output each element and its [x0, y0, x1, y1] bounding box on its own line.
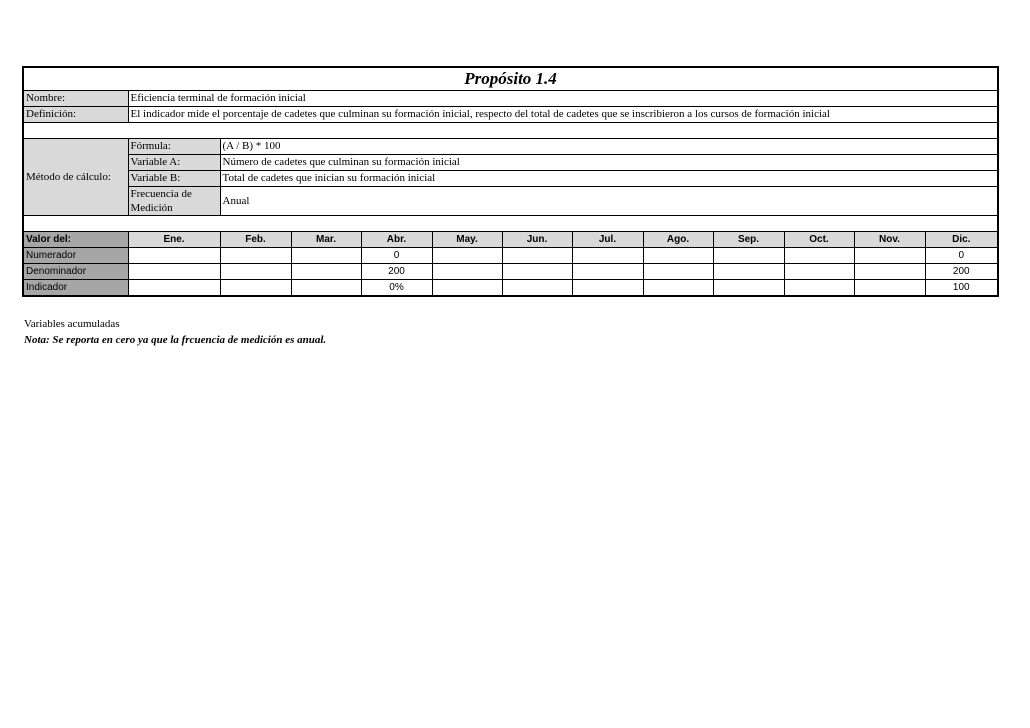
value-cell — [502, 264, 572, 280]
indicator-sheet — [22, 66, 997, 297]
variable-b-label: Variable B: — [128, 171, 220, 187]
value-cell — [854, 248, 925, 264]
variable-b-value: Total de cadetes que inician su formación inicial — [220, 171, 998, 187]
definicion-label: Definición: — [23, 107, 128, 123]
formula-label: Fórmula: — [128, 139, 220, 155]
value-cell: 0 — [925, 248, 998, 264]
value-cell — [128, 280, 220, 297]
value-cell — [502, 280, 572, 297]
definicion-value: El indicador mide el porcentaje de cadetes que culminan su formación inicial, respecto del total de cadetes que se inscribieron a los cursos de formación inicial — [128, 107, 998, 123]
value-cell: 200 — [925, 264, 998, 280]
value-cell: 0 — [361, 248, 432, 264]
month-header: May. — [432, 232, 502, 248]
month-header: Dic. — [925, 232, 998, 248]
value-cell — [502, 248, 572, 264]
value-cell — [432, 280, 502, 297]
value-cell — [784, 248, 854, 264]
metodo-label: Método de cálculo: — [23, 139, 128, 216]
month-header: Jun. — [502, 232, 572, 248]
value-cell — [220, 264, 291, 280]
value-cell — [643, 264, 713, 280]
formula-value: (A / B) * 100 — [220, 139, 998, 155]
month-header: Feb. — [220, 232, 291, 248]
month-header: Oct. — [784, 232, 854, 248]
value-cell — [291, 280, 361, 297]
table-row — [23, 280, 998, 297]
row-label-numerador: Numerador — [23, 248, 128, 264]
month-header: Jul. — [572, 232, 643, 248]
valor-header-label: Valor del: — [23, 232, 128, 248]
nombre-value: Eficiencia terminal de formación inicial — [128, 91, 998, 107]
value-cell — [572, 264, 643, 280]
month-header: Ene. — [128, 232, 220, 248]
month-header: Ago. — [643, 232, 713, 248]
value-cell — [128, 248, 220, 264]
spacer-row — [23, 123, 998, 139]
value-cell — [713, 280, 784, 297]
row-label-denominador: Denominador — [23, 264, 128, 280]
month-header: Nov. — [854, 232, 925, 248]
value-cell: 0% — [361, 280, 432, 297]
value-cell — [291, 264, 361, 280]
value-cell — [713, 264, 784, 280]
spacer-row — [23, 216, 998, 232]
table-row — [23, 248, 998, 264]
value-cell: 200 — [361, 264, 432, 280]
variables-note: Variables acumuladas — [24, 318, 120, 330]
frecuencia-label: Frecuencia de Medición — [128, 187, 220, 216]
value-cell — [572, 248, 643, 264]
notes — [24, 316, 326, 348]
value-cell — [220, 248, 291, 264]
value-cell — [643, 280, 713, 297]
nota-text: Nota: Se reporta en cero ya que la frcuencia de medición es anual. — [24, 334, 327, 346]
value-cell — [128, 264, 220, 280]
month-header: Mar. — [291, 232, 361, 248]
value-cell — [854, 280, 925, 297]
value-cell — [784, 280, 854, 297]
variable-a-value: Número de cadetes que culminan su formación inicial — [220, 155, 998, 171]
value-cell — [643, 248, 713, 264]
value-cell — [572, 280, 643, 297]
value-cell — [432, 264, 502, 280]
page-title: Propósito 1.4 — [23, 67, 998, 91]
table-row — [23, 264, 998, 280]
indicator-table — [22, 66, 999, 297]
variable-a-label: Variable A: — [128, 155, 220, 171]
value-cell — [220, 280, 291, 297]
value-cell — [713, 248, 784, 264]
month-header: Sep. — [713, 232, 784, 248]
value-cell — [432, 248, 502, 264]
frecuencia-value: Anual — [220, 187, 998, 216]
row-label-indicador: Indicador — [23, 280, 128, 297]
value-cell — [854, 264, 925, 280]
nombre-label: Nombre: — [23, 91, 128, 107]
value-cell: 100 — [925, 280, 998, 297]
month-header: Abr. — [361, 232, 432, 248]
value-cell — [291, 248, 361, 264]
value-cell — [784, 264, 854, 280]
